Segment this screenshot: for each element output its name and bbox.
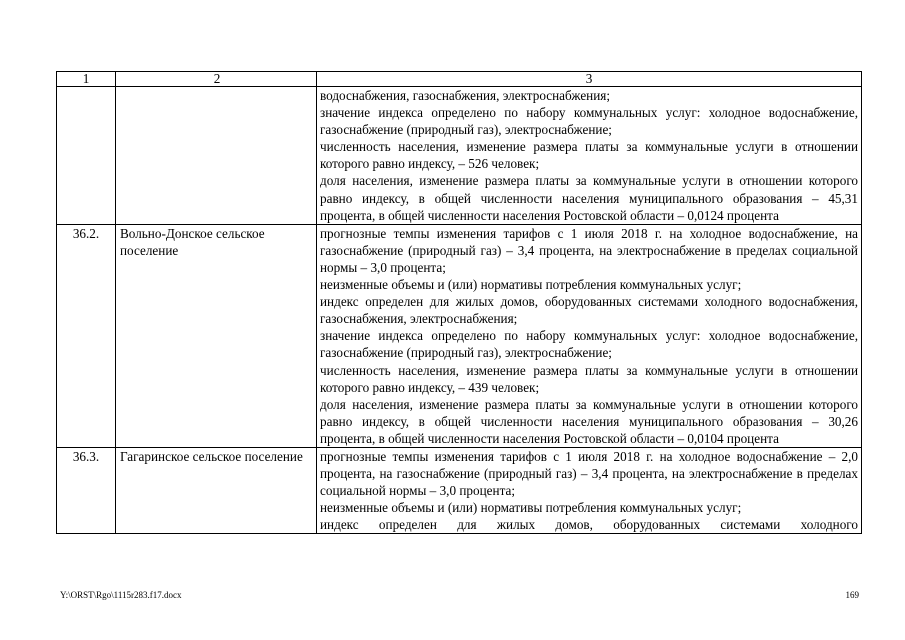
table-row [57, 87, 862, 225]
row-number: 36.2. [57, 224, 116, 447]
tariff-index-table [56, 71, 862, 534]
table-row [57, 224, 862, 447]
paragraph: доля населения, изменение размера платы за коммунальные услуги в отношении которого равно индексу, в общей численности населения муниципального образования – 45,31 процента, в общей численности населения Ростовской области – 0,0124 процента [320, 173, 858, 223]
paragraph: водоснабжения, газоснабжения, электроснабжения; [320, 88, 611, 103]
paragraph: неизменные объемы и (или) нормативы потребления коммунальных услуг; [320, 500, 742, 516]
settlement-name: Гагаринское сельское поселение [116, 447, 317, 533]
header-col-1: 1 [57, 72, 116, 87]
paragraph: численность населения, изменение размера платы за коммунальные услуги в отношении которого равно индексу, – 439 человек; [320, 362, 858, 395]
row-number: 36.3. [57, 447, 116, 533]
paragraph: доля населения, изменение размера платы за коммунальные услуги в отношении которого равно индексу, в общей численности населения муниципального образования – 30,26 процента, в общей численности населения Ростовской области – 0,0104 процента [320, 396, 858, 446]
document-path: Y:\ORST\Rgo\1115r283.f17.docx [60, 590, 182, 600]
paragraph: прогнозные темпы изменения тарифов с 1 июля 2018 г. на холодное водоснабжение – 2,0 процента, на газоснабжение (природный газ) – 3,4 процента, на электроснабжение в пределах социальной нормы – 3,0 процента; [320, 448, 858, 499]
header-col-3: 3 [317, 72, 862, 87]
settlement-name [116, 87, 317, 225]
paragraph: значение индекса определено по набору коммунальных услуг: холодное водоснабжение, газоснабжение (природный газ), электроснабжение; [320, 328, 858, 361]
row-description [317, 224, 862, 447]
paragraph: неизменные объемы и (или) нормативы потребления коммунальных услуг; [320, 277, 742, 293]
header-col-2: 2 [116, 72, 317, 87]
row-number [57, 87, 116, 225]
table-row [57, 447, 862, 533]
page-number: 169 [845, 590, 859, 600]
paragraph: значение индекса определено по набору коммунальных услуг: холодное водоснабжение, газоснабжение (природный газ), электроснабжение; [320, 105, 858, 138]
settlement-name: Вольно-Донское сельское поселение [116, 224, 317, 447]
paragraph: прогнозные темпы изменения тарифов с 1 июля 2018 г. на холодное водоснабжение, на газоснабжение (природный газ) – 3,4 процента, на электроснабжение в пределах социальной нормы – 3,0 процента; [320, 225, 858, 275]
paragraph: численность населения, изменение размера платы за коммунальные услуги в отношении которого равно индексу, – 526 человек; [320, 139, 858, 172]
paragraph: индекс определен для жилых домов, оборудованных системами холодного [320, 517, 858, 533]
row-description [317, 87, 862, 225]
table-header-row [57, 72, 862, 87]
paragraph: индекс определен для жилых домов, оборудованных системами холодного водоснабжения, газоснабжения, электроснабжения; [320, 294, 858, 327]
row-description [317, 447, 862, 533]
